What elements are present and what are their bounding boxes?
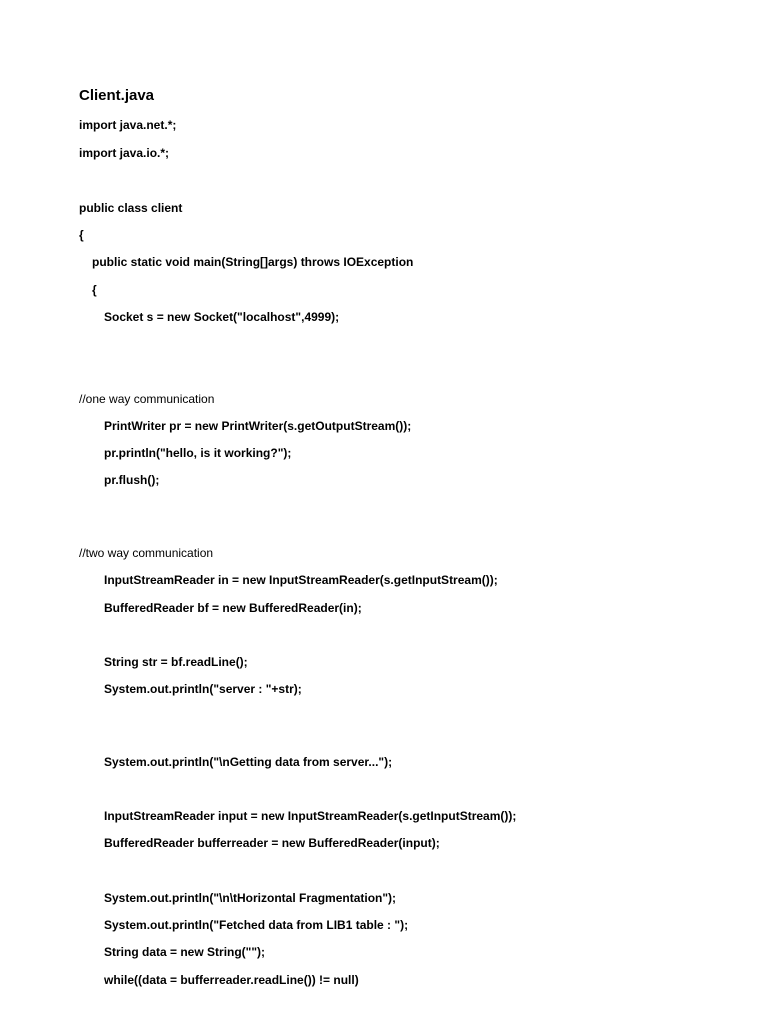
document-title: Client.java [79,87,155,104]
code-line: System.out.println("\nGetting data from server..."); [104,755,393,769]
code-line: BufferedReader bf = new BufferedReader(in); [104,601,362,615]
code-line: { [92,283,97,297]
code-line: String data = new String(""); [104,945,266,959]
code-line: System.out.println("\n\tHorizontal Fragmentation"); [104,891,397,905]
code-line: public class client [79,201,183,215]
code-line: pr.println("hello, is it working?"); [104,446,292,460]
code-line: InputStreamReader in = new InputStreamReader(s.getInputStream()); [104,573,498,587]
code-comment: //two way communication [79,546,214,560]
code-line: import java.net.*; [79,118,177,132]
code-line: import java.io.*; [79,146,170,160]
code-line: PrintWriter pr = new PrintWriter(s.getOutputStream()); [104,419,412,433]
code-line: Socket s = new Socket("localhost",4999); [104,310,340,324]
code-line: { [79,228,84,242]
code-line: pr.flush(); [104,473,160,487]
code-comment: //one way communication [79,392,215,406]
code-line: while((data = bufferreader.readLine()) != null) [104,973,359,987]
code-line: System.out.println("server : "+str); [104,682,302,696]
code-line: BufferedReader bufferreader = new BufferedReader(input); [104,836,440,850]
code-line: System.out.println("Fetched data from LIB1 table : "); [104,918,409,932]
code-line: public static void main(String[]args) throws IOException [92,255,414,269]
code-line: InputStreamReader input = new InputStreamReader(s.getInputStream()); [104,809,517,823]
code-line: String str = bf.readLine(); [104,655,248,669]
